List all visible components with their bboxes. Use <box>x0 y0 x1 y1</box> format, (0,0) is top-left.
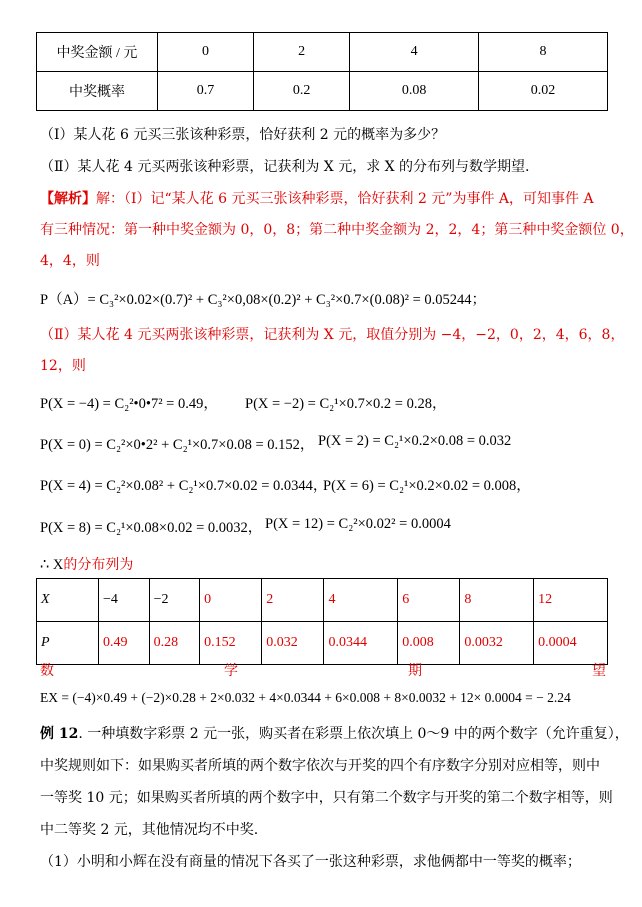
table-cell: 0.49 <box>99 622 150 665</box>
formula-p-minus2: P(X = −2) = C₂¹×0.7×0.2 = 0.28， <box>245 396 447 412</box>
question-2: （Ⅱ）某人花 4 元买两张该种彩票，记获利为 X 元，求 X 的分布列与数学期望. <box>40 159 530 175</box>
table-row <box>37 72 608 111</box>
part2-line-2: 12，则 <box>40 358 86 374</box>
table-cell: 0.2 <box>254 72 350 111</box>
table-header-x: X <box>37 579 99 622</box>
table-cell: 0.0004 <box>534 622 608 665</box>
table-cell: 0.008 <box>398 622 460 665</box>
table-cell: 0 <box>200 579 262 622</box>
formula-p-2: P(X = 2) = C₂¹×0.2×0.08 = 0.032 <box>318 433 512 449</box>
table-cell: −4 <box>99 579 150 622</box>
formula-p-8: P(X = 8) = C₂¹×0.08×0.02 = 0.0032， <box>40 520 263 536</box>
table-cell: 0.7 <box>158 72 254 111</box>
formula-p-12: P(X = 12) = C₂²×0.02² = 0.0004 <box>265 516 451 532</box>
formula-p-minus4: P(X = −4) = C₂²•0•7² = 0.49， <box>40 396 218 412</box>
table-cell: 0.0032 <box>460 622 534 665</box>
prize-table <box>36 32 608 111</box>
table-row <box>37 33 608 72</box>
expectation-label: 数 学 期 望 <box>40 663 606 679</box>
table-cell: 0.02 <box>479 72 608 111</box>
formula-pa: P（A）= C₃²×0.02×(0.7)² + C₃²×0,08×(0.2)² + C₃²×0.7×(0.08)² = 0.05244； <box>40 292 487 308</box>
formula-p-0: P(X = 0) = C₂²×0•2² + C₂¹×0.7×0.08 = 0.152， <box>40 437 315 453</box>
table-cell: 0 <box>158 33 254 72</box>
table-cell: 4 <box>350 33 479 72</box>
table-cell: 12 <box>534 579 608 622</box>
formula-p-4: P(X = 4) = C₂²×0.08² + C₂¹×0.7×0.02 = 0.0344， <box>40 478 328 494</box>
table-cell: 6 <box>398 579 460 622</box>
example-12-line-3: 一等奖 10 元；如果购买者所填的两个数字中，只有第二个数字与开奖的第二个数字相等，则 <box>40 790 613 806</box>
table-cell: 8 <box>479 33 608 72</box>
example-12-line-1: 例 12. 一种填数字彩票 2 元一张，购买者在彩票上依次填上 0～9 中的两个数字（允许重复）， <box>40 726 629 742</box>
table-cell: 2 <box>254 33 350 72</box>
table-cell: 8 <box>460 579 534 622</box>
formula-ex: EX = (−4)×0.49 + (−2)×0.28 + 2×0.032 + 4×0.0344 + 6×0.008 + 8×0.0032 + 12× 0.0004 = − 2.24 <box>40 690 571 705</box>
example-12-line-2: 中奖规则如下：如果购买者所填的两个数字依次与开奖的四个有序数字分别对应相等，则中 <box>40 758 600 774</box>
solution-tag: 【解析】 <box>40 191 96 207</box>
distribution-intro: ∴ X的分布列为 <box>40 557 134 573</box>
example-12-question-1: （1）小明和小辉在没有商量的情况下各买了一张这种彩票，求他俩都中一等奖的概率； <box>40 854 581 870</box>
table-cell: −2 <box>149 579 200 622</box>
formula-p-6: P(X = 6) = C₂¹×0.2×0.02 = 0.008， <box>323 478 531 494</box>
solution-intro-line-3: 4，4，则 <box>40 253 100 269</box>
table-row <box>37 622 608 665</box>
part2-line-1: （Ⅱ）某人花 4 元买两张该种彩票，记获利为 X 元，取值分别为 −4，−2，0，2，4，6，8， <box>40 327 625 343</box>
table-cell: 2 <box>262 579 324 622</box>
distribution-table <box>36 578 608 665</box>
table-cell: 0.0344 <box>324 622 398 665</box>
table-cell: 0.08 <box>350 72 479 111</box>
table-cell: 中奖金额 / 元 <box>37 33 158 72</box>
question-1: （Ⅰ）某人花 6 元买三张该种彩票，恰好获利 2 元的概率为多少？ <box>40 127 446 143</box>
solution-intro-line-2: 有三种情况：第一种中奖金额为 0，0，8；第二种中奖金额为 2，2，4；第三种中奖金额位 0， <box>40 222 634 238</box>
table-cell: 中奖概率 <box>37 72 158 111</box>
table-row <box>37 579 608 622</box>
example-12-line-4: 中二等奖 2 元，其他情况均不中奖. <box>40 822 259 838</box>
table-cell: 0.28 <box>149 622 200 665</box>
table-cell: 0.152 <box>200 622 262 665</box>
table-cell: 0.032 <box>262 622 324 665</box>
example-label: 例 12 <box>40 726 79 742</box>
table-header-p: P <box>37 622 99 665</box>
solution-intro-line-1: 【解析】解：（Ⅰ）记“某人花 6 元买三张该种彩票，恰好获利 2 元”为事件 A，可知事件 A <box>40 191 594 207</box>
table-cell: 4 <box>324 579 398 622</box>
